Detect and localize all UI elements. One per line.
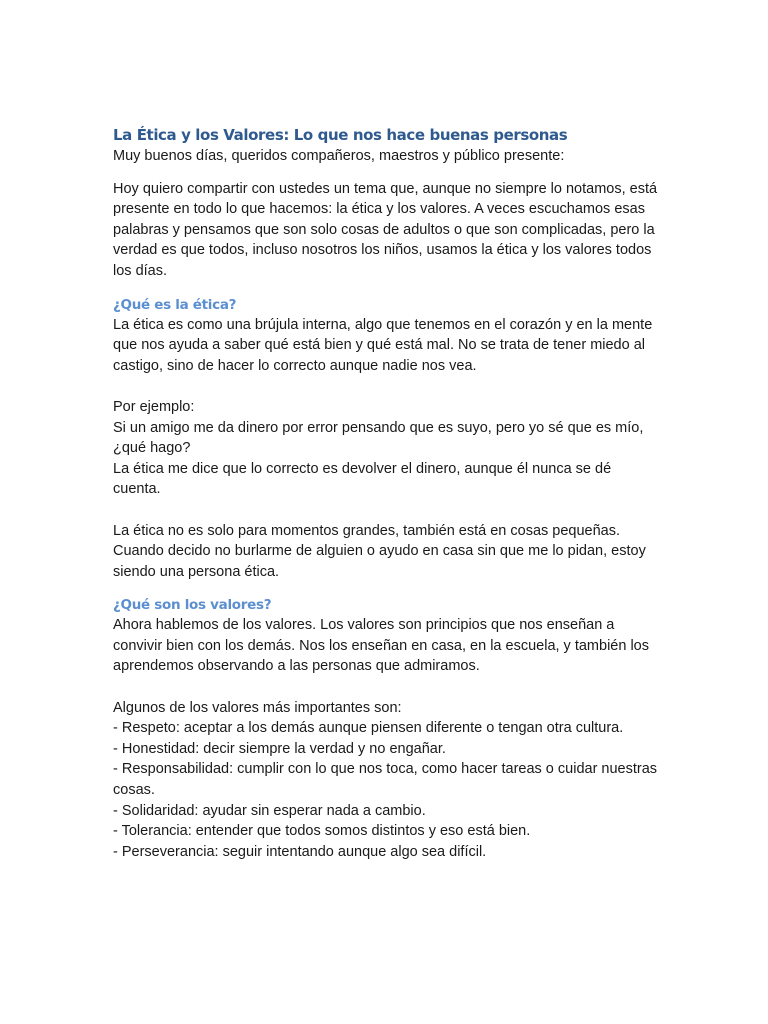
intro-paragraph: Hoy quiero compartir con ustedes un tema que, aunque no siempre lo notamos, está presente en todo lo que hacemos: la ética y los valores. A veces escuchamos esas palabras y pensamos que son solo cosas de adultos o que son complicadas, pero la verdad es que todos, incluso nosotros los niños, usamos la ética y los valores todos los días.: [113, 180, 658, 279]
list-item: - Respeto: aceptar a los demás aunque piensen diferente o tengan otra cultura.: [113, 720, 624, 737]
ethics-paragraph-1: La ética es como una brújula interna, algo que tenemos en el corazón y en la mente que nos ayuda a saber qué está bien y qué está mal. No se trata de tener miedo al castigo, sino de hacer lo correcto aunque nadie nos vea.: [113, 316, 653, 374]
ethics-heading: ¿Qué es la ética?: [113, 296, 237, 313]
list-item: - Perseverancia: seguir intentando aunque algo sea difícil.: [113, 843, 487, 860]
greeting-paragraph: Muy buenos días, queridos compañeros, maestros y público presente:: [113, 148, 565, 164]
blank-line: [113, 677, 658, 698]
values-list-intro: Algunos de los valores más importantes son:: [113, 699, 402, 716]
spacer: [113, 582, 658, 595]
list-item: - Solidaridad: ayudar sin esperar nada a cambio.: [113, 802, 426, 819]
document-page: [113, 124, 658, 862]
values-heading: ¿Qué son los valores?: [113, 597, 272, 614]
example-question: Si un amigo me da dinero por error pensando que es suyo, pero yo sé que es mío, ¿qué hago?: [113, 419, 644, 457]
example-label: Por ejemplo:: [113, 398, 195, 415]
list-item: - Honestidad: decir siempre la verdad y no engañar.: [113, 740, 446, 757]
values-paragraph-1: Ahora hablemos de los valores. Los valores son principios que nos enseñan a convivir bien con los demás. Nos los enseñan en casa, en la escuela, y también los aprendemos observando a las personas que admiramos.: [113, 617, 649, 675]
list-item: - Responsabilidad: cumplir con lo que nos toca, como hacer tareas o cuidar nuestras cosas.: [113, 761, 658, 799]
blank-line: [113, 376, 658, 397]
document-title: La Ética y los Valores: Lo que nos hace buenas personas: [113, 126, 568, 144]
blank-line: [113, 500, 658, 521]
ethics-paragraph-2: La ética no es solo para momentos grandes, también está en cosas pequeñas. Cuando decido no burlarme de alguien o ayudo en casa sin que me lo pidan, estoy siendo una persona ética.: [113, 522, 646, 580]
example-answer: La ética me dice que lo correcto es devolver el dinero, aunque él nunca se dé cuenta.: [113, 460, 612, 498]
spacer: [113, 282, 658, 295]
spacer: [113, 167, 658, 179]
list-item: - Tolerancia: entender que todos somos distintos y eso está bien.: [113, 823, 531, 840]
values-list: [113, 718, 658, 862]
